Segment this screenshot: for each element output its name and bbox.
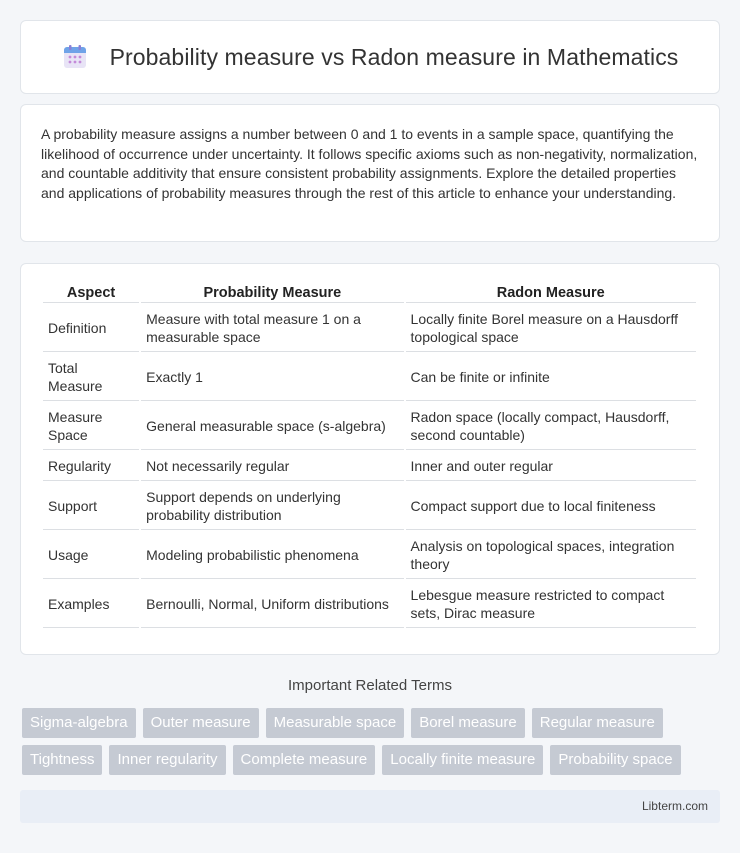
row-aspect-cell: Definition [43,305,139,352]
table-row [43,305,696,352]
related-terms-title: Important Related Terms [288,677,452,694]
row-probability-cell: Exactly 1 [141,354,403,401]
table-row [43,354,696,401]
tag-locally-finite-measure[interactable]: Locally finite measure [382,745,543,775]
row-aspect-cell: Usage [43,532,139,579]
row-radon-cell: Compact support due to local finiteness [406,483,696,530]
footer [20,790,720,823]
tag-borel-measure[interactable]: Borel measure [411,708,525,738]
row-aspect-cell: Examples [43,581,139,628]
row-aspect-cell: Regularity [43,452,139,481]
tag-tightness[interactable]: Tightness [22,745,102,775]
row-radon-cell: Inner and outer regular [406,452,696,481]
row-aspect-cell: Measure Space [43,403,139,450]
row-probability-cell: Not necessarily regular [141,452,403,481]
tag-outer-measure[interactable]: Outer measure [143,708,259,738]
table-header-row [43,284,696,303]
row-probability-cell: Support depends on underlying probability distribution [141,483,403,530]
table-row [43,581,696,628]
row-aspect-cell: Total Measure [43,354,139,401]
row-radon-cell: Radon space (locally compact, Hausdorff, second countable) [406,403,696,450]
tag-complete-measure[interactable]: Complete measure [233,745,376,775]
intro-paragraph: A probability measure assigns a number between 0 and 1 to events in a sample space, quantifying the likelihood of occurrence under uncertainty. It follows specific axioms such as non-negativity, normalization, and countable additivity that ensure consistent probability assignments. Explore the detailed properties and applications of probability measures through the rest of this article to enhance your understanding. [41,126,698,201]
table-row [43,532,696,579]
row-probability-cell: Measure with total measure 1 on a measurable space [141,305,403,352]
table-row [43,403,696,450]
row-probability-cell: General measurable space (s-algebra) [141,403,403,450]
tag-probability-space[interactable]: Probability space [550,745,680,775]
header-card [20,20,720,94]
comparison-table-card [20,263,720,655]
intro-card [20,104,720,242]
related-terms-list [22,708,722,775]
row-aspect-cell: Support [43,483,139,530]
table-row [43,452,696,481]
row-probability-cell: Modeling probabilistic phenomena [141,532,403,579]
row-radon-cell: Analysis on topological spaces, integration theory [406,532,696,579]
tag-regular-measure[interactable]: Regular measure [532,708,663,738]
comparison-table [41,282,698,630]
row-radon-cell: Locally finite Borel measure on a Hausdorff topological space [406,305,696,352]
tag-measurable-space[interactable]: Measurable space [266,708,405,738]
table-row [43,483,696,530]
footer-brand-link[interactable]: Libterm.com [641,799,708,813]
row-radon-cell: Can be finite or infinite [406,354,696,401]
page-title: Probability measure vs Radon measure in Mathematics [109,43,679,70]
tag-inner-regularity[interactable]: Inner regularity [109,745,225,775]
tag-sigma-algebra[interactable]: Sigma-algebra [22,708,136,738]
calendar-icon [62,44,88,70]
column-header-radon-measure: Radon Measure [406,284,696,303]
row-radon-cell: Lebesgue measure restricted to compact sets, Dirac measure [406,581,696,628]
column-header-probability-measure: Probability Measure [141,284,403,303]
column-header-aspect: Aspect [43,284,139,303]
row-probability-cell: Bernoulli, Normal, Uniform distributions [141,581,403,628]
